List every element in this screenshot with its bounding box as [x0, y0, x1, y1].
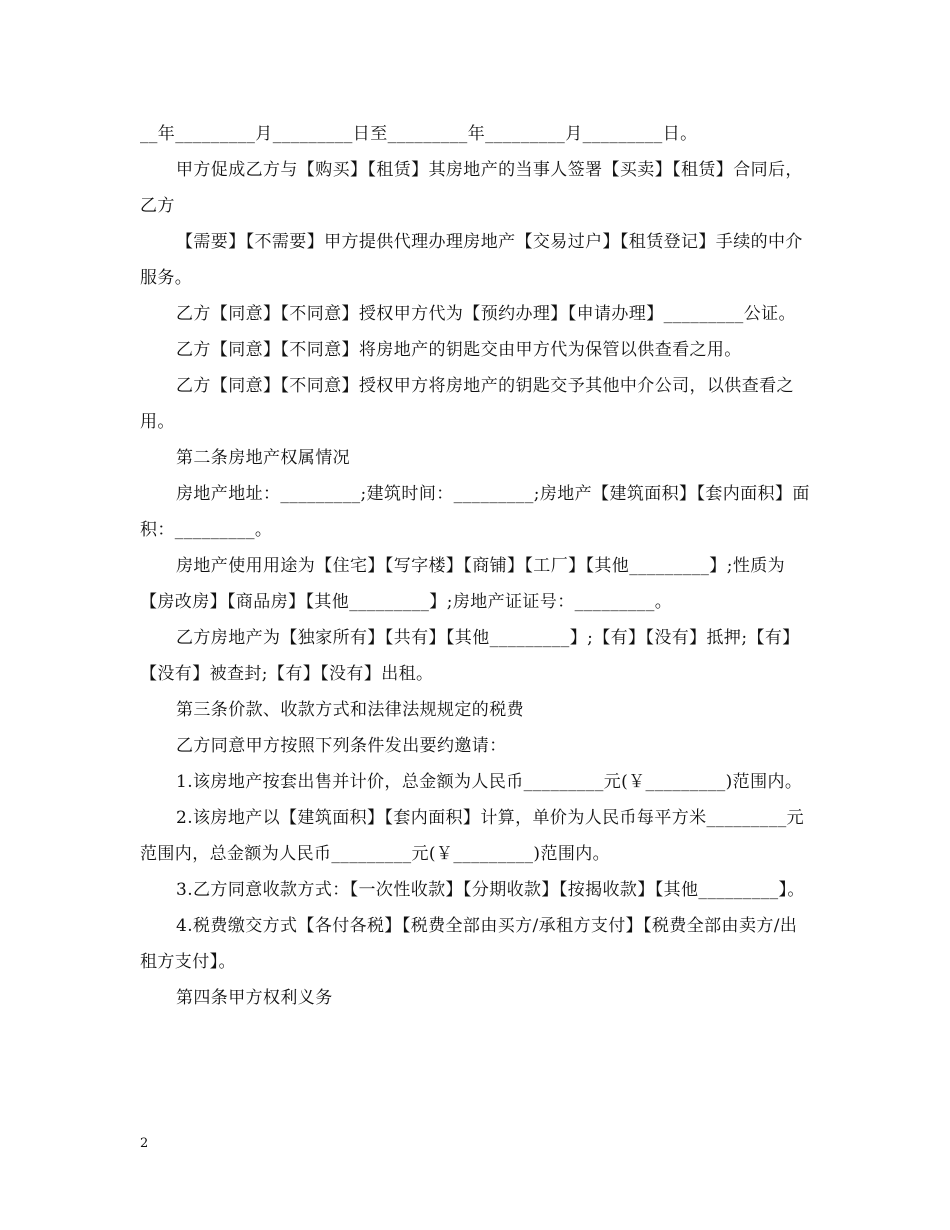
paragraph: 乙方同意甲方按照下列条件发出要约邀请： [176, 736, 507, 756]
section-heading: 第三条价款、收款方式和法律法规规定的税费 [176, 700, 524, 720]
list-item: 3.乙方同意收款方式：【一次性收款】【分期收款】【按揭收款】【其他_________】。 [176, 880, 805, 900]
paragraph: 乙方【同意】【不同意】将房地产的钥匙交由甲方代为保管以供查看之用。 [176, 340, 742, 360]
list-item: 2.该房地产以【建筑面积】【套内面积】计算，单价为人民币每平方米_________元范围内，总金额为人民币_________元(￥_________)范围内。 [140, 808, 805, 864]
paragraph: 【需要】【不需要】甲方提供代理办理房地产【交易过户】【租赁登记】手续的中介服务。 [140, 232, 803, 288]
list-item: 4.税费缴交方式【各付各税】【税费全部由买方/承租方支付】【税费全部由卖方/出租方支付】。 [140, 916, 798, 972]
list-item: 1.该房地产按套出售并计价，总金额为人民币_________元(￥_________)范围内。 [176, 772, 803, 792]
paragraph: 房地产地址：_________;建筑时间：_________;房地产【建筑面积】【套内面积】面积：_________。 [140, 484, 810, 540]
paragraph: 乙方房地产为【独家所有】【共有】【其他_________】;【有】【没有】抵押;【有】【没有】被查封;【有】【没有】出租。 [140, 628, 800, 684]
page-number: 2 [140, 1136, 149, 1151]
section-heading: 第二条房地产权属情况 [176, 448, 350, 468]
paragraph-date-range: __年_________月_________日至_________年_________月_________日。 [140, 124, 698, 144]
section-heading: 第四条甲方权利义务 [176, 988, 333, 1008]
paragraph: 乙方【同意】【不同意】授权甲方将房地产的钥匙交予其他中介公司，以供查看之用。 [140, 376, 794, 432]
paragraph: 房地产使用用途为【住宅】【写字楼】【商铺】【工厂】【其他_________】;性质为【房改房】【商品房】【其他_________】;房地产证证号：_________。 [140, 556, 786, 612]
paragraph: 甲方促成乙方与【购买】【租赁】其房地产的当事人签署【买卖】【租赁】合同后，乙方 [140, 160, 803, 216]
paragraph: 乙方【同意】【不同意】授权甲方代为【预约办理】【申请办理】_________公证。 [176, 304, 796, 324]
